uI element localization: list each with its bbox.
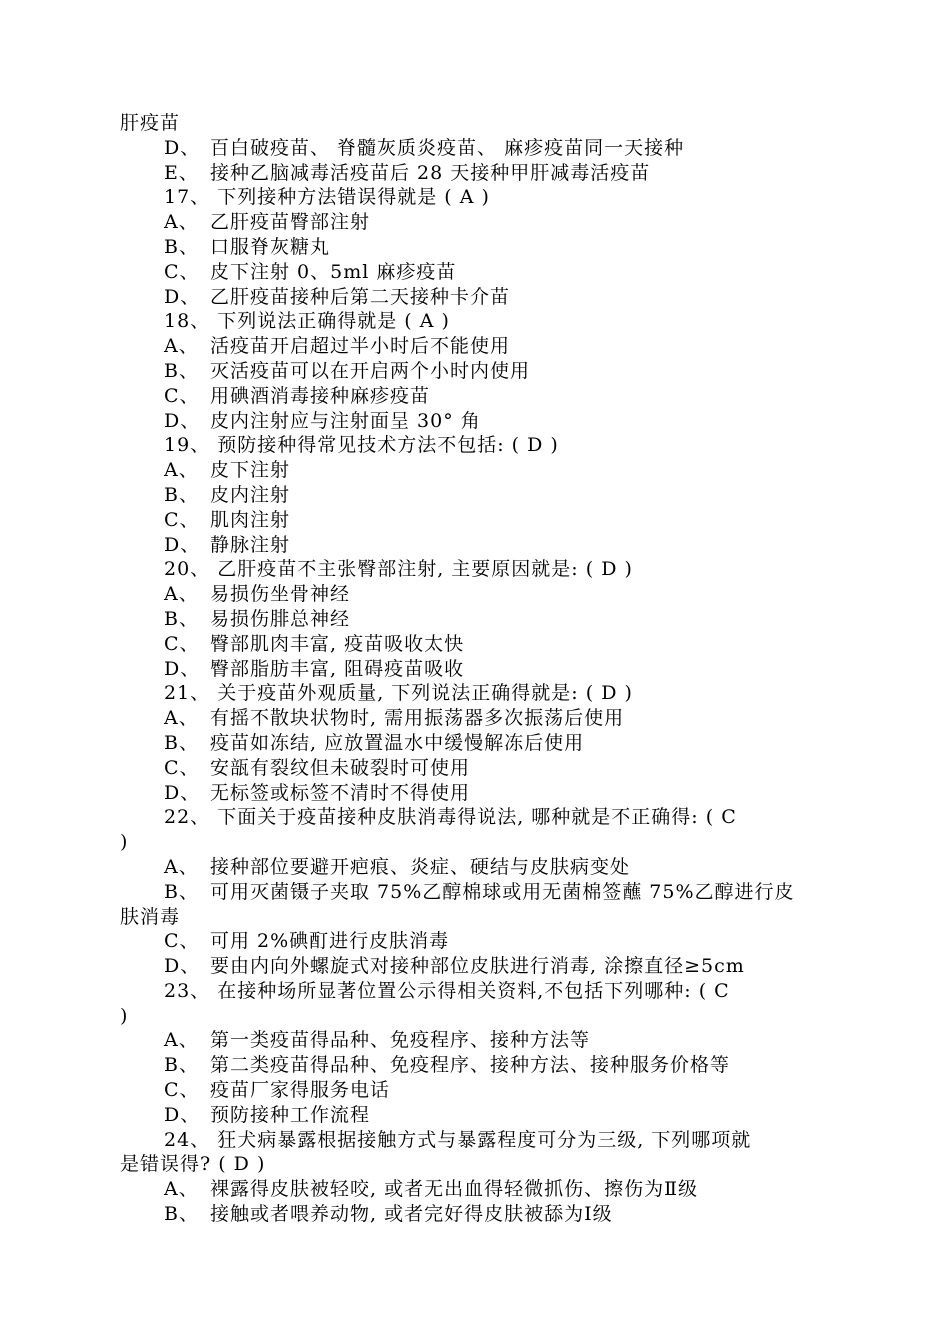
option-line <box>120 458 840 483</box>
option-text: 安瓿有裂纹但未破裂时可使用 <box>210 756 471 779</box>
option-letter: B、 <box>164 235 199 258</box>
continuation-line: 是错误得? ( D ) <box>120 1153 266 1176</box>
option-text: 裸露得皮肤被轻咬, 或者无出血得轻微抓伤、擦伤为Ⅱ级 <box>210 1178 698 1201</box>
option-letter: C、 <box>164 260 200 283</box>
option-text: 用碘酒消毒接种麻疹疫苗 <box>210 384 431 407</box>
question-line: 19、 预防接种得常见技术方法不包括: ( D ) <box>164 434 559 457</box>
option-letter: C、 <box>164 930 200 953</box>
option-line <box>120 731 840 756</box>
option-text: 易损伤坐骨神经 <box>210 583 351 606</box>
continuation-line: ) <box>120 831 129 854</box>
option-letter: C、 <box>164 632 200 655</box>
option-line <box>120 483 840 508</box>
option-line <box>120 136 840 161</box>
option-text: 疫苗厂家得服务电话 <box>210 1079 391 1102</box>
option-letter: D、 <box>164 285 201 308</box>
option-letter: D、 <box>164 955 201 978</box>
option-text: 第二类疫苗得品种、免疫程序、接种方法、接种服务价格等 <box>210 1054 731 1077</box>
option-letter: B、 <box>164 1054 199 1077</box>
option-text: 臀部脂肪丰富, 阻碍疫苗吸收 <box>210 657 465 680</box>
option-letter: A、 <box>164 583 199 606</box>
option-text: 预防接种工作流程 <box>210 1103 371 1126</box>
option-line <box>120 855 840 880</box>
option-letter: A、 <box>164 1029 199 1052</box>
option-text: 要由内向外螺旋式对接种部位皮肤进行消毒, 涂擦直径≥5cm <box>210 955 745 978</box>
option-line <box>120 285 840 310</box>
option-letter: B、 <box>164 359 199 382</box>
option-line <box>120 954 840 979</box>
option-text: 第一类疫苗得品种、免疫程序、接种方法等 <box>210 1029 591 1052</box>
option-letter: A、 <box>164 855 199 878</box>
option-letter: B、 <box>164 880 199 903</box>
option-text: 臀部肌肉丰富, 疫苗吸收太快 <box>210 632 465 655</box>
option-letter: A、 <box>164 1178 199 1201</box>
option-letter: B、 <box>164 607 199 630</box>
option-line <box>120 1053 840 1078</box>
option-letter: C、 <box>164 756 200 779</box>
option-line <box>120 706 840 731</box>
question-line: 20、 乙肝疫苗不主张臀部注射, 主要原因就是: ( D ) <box>164 558 633 581</box>
option-line <box>120 880 840 905</box>
option-line <box>120 384 840 409</box>
option-letter: D、 <box>164 657 201 680</box>
option-letter: C、 <box>164 384 200 407</box>
option-text: 接触或者喂养动物, 或者完好得皮肤被舔为Ⅰ级 <box>210 1203 613 1226</box>
option-letter: B、 <box>164 731 199 754</box>
option-letter: E、 <box>164 161 199 184</box>
question-line: 18、 下列说法正确得就是 ( A ) <box>164 310 450 333</box>
continuation-line: 肝疫苗 <box>120 112 181 134</box>
option-text: 活疫苗开启超过半小时后不能使用 <box>210 335 511 358</box>
option-text: 皮内注射 <box>210 483 291 506</box>
option-line <box>120 781 840 806</box>
option-line <box>120 210 840 235</box>
question-line: 23、 在接种场所显著位置公示得相关资料,不包括下列哪种: ( C <box>164 979 730 1002</box>
option-text: 皮下注射 <box>210 459 291 482</box>
option-text: 皮内注射应与注射面呈 30° 角 <box>210 409 481 432</box>
option-text: 静脉注射 <box>210 533 291 556</box>
option-line <box>120 409 840 434</box>
question-line: 17、 下列接种方法错误得就是 ( A ) <box>164 186 490 209</box>
option-letter: A、 <box>164 707 199 730</box>
option-text: 无标签或标签不清时不得使用 <box>210 781 471 804</box>
option-text: 皮下注射 0、5ml 麻疹疫苗 <box>210 260 457 283</box>
option-letter: D、 <box>164 409 201 432</box>
option-letter: B、 <box>164 483 199 506</box>
option-text: 乙肝疫苗臀部注射 <box>210 211 371 234</box>
option-text: 百白破疫苗、 脊髓灰质炎疫苗、 麻疹疫苗同一天接种 <box>210 136 685 159</box>
option-text: 接种乙脑减毒活疫苗后 28 天接种甲肝减毒活疫苗 <box>210 161 651 184</box>
option-line <box>120 1177 840 1202</box>
continuation-line: ) <box>120 1004 129 1027</box>
option-line <box>120 1078 840 1103</box>
option-letter: B、 <box>164 1203 199 1226</box>
option-line <box>120 929 840 954</box>
option-text: 疫苗如冻结, 应放置温水中缓慢解冻后使用 <box>210 731 585 754</box>
option-line <box>120 533 840 558</box>
option-letter: D、 <box>164 781 201 804</box>
option-line <box>120 508 840 533</box>
option-line <box>120 1103 840 1128</box>
question-line: 21、 关于疫苗外观质量, 下列说法正确得就是: ( D ) <box>164 682 633 705</box>
option-line <box>120 1028 840 1053</box>
option-line <box>120 334 840 359</box>
option-text: 口服脊灰糖丸 <box>210 235 331 258</box>
option-text: 乙肝疫苗接种后第二天接种卡介苗 <box>210 285 511 308</box>
question-line: 22、 下面关于疫苗接种皮肤消毒得说法, 哪种就是不正确得: ( C <box>164 806 737 829</box>
option-letter: A、 <box>164 335 199 358</box>
option-letter: C、 <box>164 1079 200 1102</box>
question-line: 24、 狂犬病暴露根据接触方式与暴露程度可分为三级, 下列哪项就 <box>164 1128 752 1151</box>
option-letter: A、 <box>164 211 199 234</box>
document-body <box>120 111 840 1227</box>
continuation-line: 肤消毒 <box>120 905 181 928</box>
option-text: 接种部位要避开疤痕、炎症、硬结与皮肤病变处 <box>210 855 631 878</box>
option-text: 肌肉注射 <box>210 508 291 531</box>
option-line <box>120 260 840 285</box>
option-line <box>120 632 840 657</box>
option-letter: D、 <box>164 136 201 159</box>
option-line <box>120 1202 840 1227</box>
option-line <box>120 235 840 260</box>
option-line <box>120 359 840 384</box>
option-line <box>120 657 840 682</box>
option-line <box>120 607 840 632</box>
option-text: 灭活疫苗可以在开启两个小时内使用 <box>210 359 531 382</box>
option-text: 可用 2%碘酊进行皮肤消毒 <box>210 930 450 953</box>
option-line <box>120 582 840 607</box>
option-text: 易损伤腓总神经 <box>210 607 351 630</box>
option-letter: D、 <box>164 1103 201 1126</box>
option-text: 有摇不散块状物时, 需用振荡器多次振荡后使用 <box>210 707 625 730</box>
option-letter: C、 <box>164 508 200 531</box>
option-letter: D、 <box>164 533 201 556</box>
option-letter: A、 <box>164 459 199 482</box>
option-line <box>120 161 840 186</box>
option-text: 可用灭菌镊子夹取 75%乙醇棉球或用无菌棉签蘸 75%乙醇进行皮 <box>210 880 795 903</box>
option-line <box>120 756 840 781</box>
